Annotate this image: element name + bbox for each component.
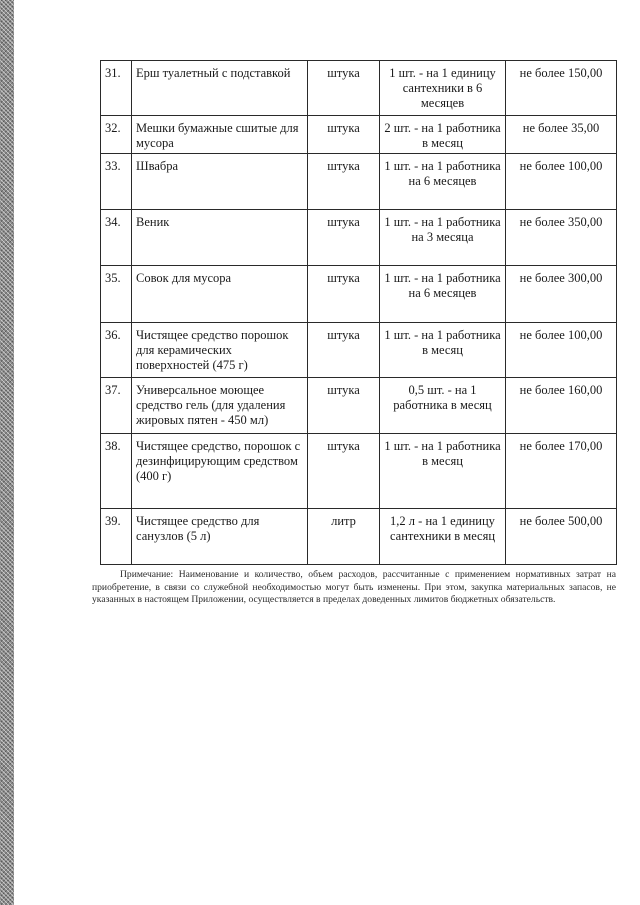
item-name: Швабра: [132, 154, 308, 210]
item-unit: штука: [308, 116, 380, 154]
table-row: [101, 61, 617, 116]
item-price: не более 100,00: [506, 154, 617, 210]
item-unit: штука: [308, 210, 380, 266]
row-number: 36.: [101, 323, 132, 378]
item-name: Ерш туалетный с подставкой: [132, 61, 308, 116]
item-unit: штука: [308, 154, 380, 210]
item-unit: литр: [308, 509, 380, 565]
item-price: не более 300,00: [506, 266, 617, 323]
item-name: Совок для мусора: [132, 266, 308, 323]
item-price: не более 160,00: [506, 378, 617, 434]
table-row: [101, 266, 617, 323]
item-norm: 1 шт. - на 1 работника на 6 месяцев: [380, 266, 506, 323]
table-row: [101, 434, 617, 509]
row-number: 32.: [101, 116, 132, 154]
item-price: не более 150,00: [506, 61, 617, 116]
item-price: не более 35,00: [506, 116, 617, 154]
item-unit: штука: [308, 378, 380, 434]
item-unit: штука: [308, 323, 380, 378]
table-row: [101, 116, 617, 154]
table-note: Примечание: Наименование и количество, объем расходов, рассчитанные с применением нормативных затрат на приобретение, в связи со служебной необходимостью могут быть изменены. При этом, закупка материальных запасов, не указанных в настоящем Приложении, осуществляется в пределах доведенных лимитов бюджетных обязательств.: [92, 569, 616, 605]
item-name: Веник: [132, 210, 308, 266]
item-unit: штука: [308, 61, 380, 116]
row-number: 35.: [101, 266, 132, 323]
item-norm: 1 шт. - на 1 работника на 6 месяцев: [380, 154, 506, 210]
item-norm: 1 шт. - на 1 единицу сантехники в 6 месяцев: [380, 61, 506, 116]
table-row: [101, 154, 617, 210]
item-norm: 1 шт. - на 1 работника в месяц: [380, 323, 506, 378]
item-unit: штука: [308, 434, 380, 509]
item-unit: штука: [308, 266, 380, 323]
table-row: [101, 509, 617, 565]
row-number: 37.: [101, 378, 132, 434]
table-row: [101, 378, 617, 434]
item-norm: 2 шт. - на 1 работника в месяц: [380, 116, 506, 154]
table-row: [101, 323, 617, 378]
row-number: 34.: [101, 210, 132, 266]
item-name: Мешки бумажные сшитые для мусора: [132, 116, 308, 154]
item-norm: 1,2 л - на 1 единицу сантехники в месяц: [380, 509, 506, 565]
item-name: Чистящее средство, порошок с дезинфицирующим средством (400 г): [132, 434, 308, 509]
row-number: 31.: [101, 61, 132, 116]
item-price: не более 170,00: [506, 434, 617, 509]
item-norm: 0,5 шт. - на 1 работника в месяц: [380, 378, 506, 434]
scan-edge: [0, 0, 14, 905]
item-name: Чистящее средство порошок для керамических поверхностей (475 г): [132, 323, 308, 378]
row-number: 38.: [101, 434, 132, 509]
row-number: 33.: [101, 154, 132, 210]
table-row: [101, 210, 617, 266]
supplies-table: [100, 60, 617, 565]
item-price: не более 500,00: [506, 509, 617, 565]
item-norm: 1 шт. - на 1 работника на 3 месяца: [380, 210, 506, 266]
document-page: [92, 60, 616, 616]
row-number: 39.: [101, 509, 132, 565]
item-name: Чистящее средство для санузлов (5 л): [132, 509, 308, 565]
item-norm: 1 шт. - на 1 работника в месяц: [380, 434, 506, 509]
item-price: не более 100,00: [506, 323, 617, 378]
item-price: не более 350,00: [506, 210, 617, 266]
item-name: Универсальное моющее средство гель (для удаления жировых пятен - 450 мл): [132, 378, 308, 434]
